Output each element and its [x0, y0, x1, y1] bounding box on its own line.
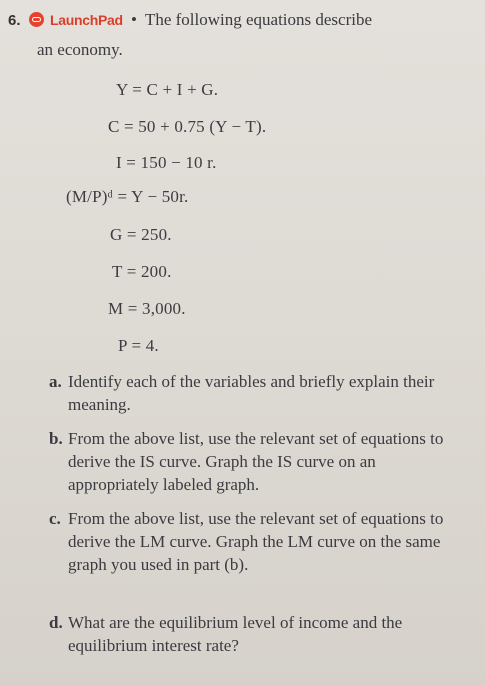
part-c-text: From the above list, use the relevant set of equations to derive the LM curve. Graph the LM curve on the same graph you used in part (b). [68, 509, 444, 574]
part-d-text: What are the equilibrium level of income and the equilibrium interest rate? [68, 613, 403, 655]
equation-investment: I = 150 − 10 r. [116, 153, 217, 172]
equation-consumption: C = 50 + 0.75 (Y − T). [108, 117, 267, 136]
part-a [49, 370, 449, 416]
part-b [49, 427, 449, 496]
part-c-label: c. [49, 509, 61, 528]
question-number: 6. [8, 12, 21, 29]
part-b-label: b. [49, 429, 63, 448]
launchpad-icon [29, 12, 44, 27]
part-d [49, 611, 469, 657]
part-a-label: a. [49, 372, 62, 391]
equation-taxes: T = 200. [112, 262, 172, 281]
part-d-label: d. [49, 613, 63, 632]
equation-money-supply: M = 3,000. [108, 299, 186, 318]
part-c [49, 507, 449, 576]
equation-output: Y = C + I + G. [116, 80, 219, 99]
equation-money-demand: (M/P)ᵈ = Y − 50r. [66, 187, 189, 206]
question-intro: The following equations describe [144, 10, 373, 29]
question-intro-continued: an economy. [37, 40, 123, 59]
launchpad-label: LaunchPad [50, 12, 123, 28]
part-a-text: Identify each of the variables and briefly explain their meaning. [68, 372, 435, 414]
bullet-separator: • [131, 10, 137, 29]
equation-government: G = 250. [110, 225, 172, 244]
equation-price-level: P = 4. [118, 336, 159, 355]
part-b-text: From the above list, use the relevant set of equations to derive the IS curve. Graph the IS curve on an appropriately labeled graph. [68, 429, 444, 494]
question-header [8, 10, 372, 30]
